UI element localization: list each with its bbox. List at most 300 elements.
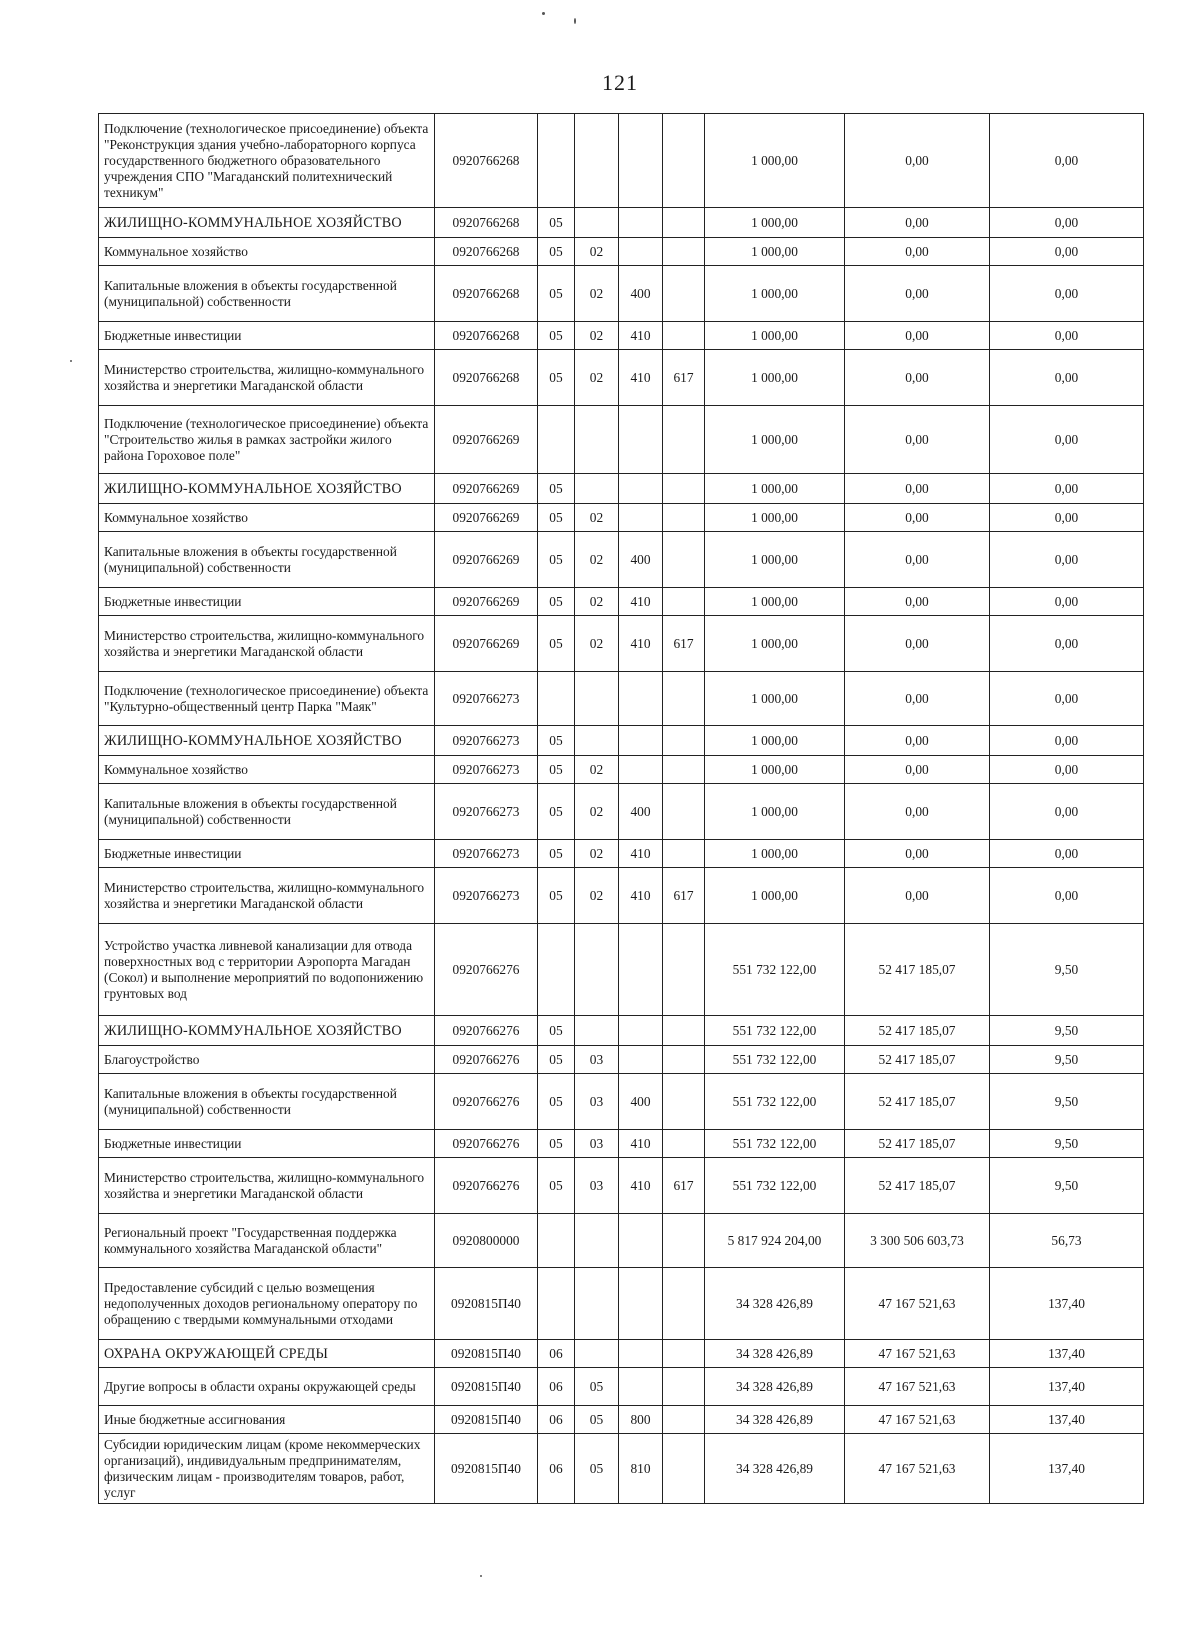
section-cell: 05: [538, 208, 575, 238]
executed-amount-cell: 47 167 521,63: [845, 1368, 990, 1406]
execution-percent-cell: 0,00: [990, 406, 1144, 474]
subsection-cell: 02: [575, 238, 619, 266]
executed-amount-cell: 47 167 521,63: [845, 1434, 990, 1504]
expense-type-cell: 410: [619, 350, 663, 406]
grbs-cell: [663, 756, 705, 784]
grbs-cell: [663, 672, 705, 726]
execution-percent-cell: 0,00: [990, 756, 1144, 784]
planned-amount-cell: 34 328 426,89: [705, 1340, 845, 1368]
expense-type-cell: 800: [619, 1406, 663, 1434]
planned-amount-cell: 1 000,00: [705, 350, 845, 406]
table-row: [99, 1158, 1144, 1214]
planned-amount-cell: 1 000,00: [705, 616, 845, 672]
row-name-cell: Другие вопросы в области охраны окружающей среды: [99, 1368, 435, 1406]
executed-amount-cell: 0,00: [845, 504, 990, 532]
planned-amount-cell: 551 732 122,00: [705, 1130, 845, 1158]
table-row: [99, 1074, 1144, 1130]
expense-type-cell: 410: [619, 840, 663, 868]
section-cell: 05: [538, 756, 575, 784]
executed-amount-cell: 3 300 506 603,73: [845, 1214, 990, 1268]
executed-amount-cell: 0,00: [845, 474, 990, 504]
execution-percent-cell: 0,00: [990, 532, 1144, 588]
section-cell: 05: [538, 322, 575, 350]
scan-speck: [480, 1575, 482, 1577]
target-code-cell: 0920766268: [435, 350, 538, 406]
table-row: [99, 868, 1144, 924]
grbs-cell: [663, 114, 705, 208]
planned-amount-cell: 34 328 426,89: [705, 1406, 845, 1434]
subsection-cell: 02: [575, 504, 619, 532]
expense-type-cell: 410: [619, 588, 663, 616]
executed-amount-cell: 0,00: [845, 616, 990, 672]
table-row: [99, 322, 1144, 350]
planned-amount-cell: 1 000,00: [705, 868, 845, 924]
subsection-cell: 02: [575, 350, 619, 406]
table-row: [99, 350, 1144, 406]
subsection-cell: 03: [575, 1130, 619, 1158]
section-cell: 05: [538, 1016, 575, 1046]
expense-type-cell: [619, 474, 663, 504]
subsection-cell: [575, 406, 619, 474]
target-code-cell: 0920766276: [435, 1046, 538, 1074]
row-name-cell: Капитальные вложения в объекты государственной (муниципальной) собственности: [99, 532, 435, 588]
executed-amount-cell: 0,00: [845, 238, 990, 266]
executed-amount-cell: 47 167 521,63: [845, 1268, 990, 1340]
expense-type-cell: 400: [619, 266, 663, 322]
expense-type-cell: [619, 208, 663, 238]
target-code-cell: 0920815П40: [435, 1340, 538, 1368]
execution-percent-cell: 0,00: [990, 474, 1144, 504]
expense-type-cell: [619, 1368, 663, 1406]
target-code-cell: 0920766269: [435, 588, 538, 616]
subsection-cell: 03: [575, 1158, 619, 1214]
table-row: [99, 616, 1144, 672]
table-row: [99, 1130, 1144, 1158]
target-code-cell: 0920766276: [435, 1130, 538, 1158]
grbs-cell: [663, 322, 705, 350]
expense-type-cell: 400: [619, 532, 663, 588]
table-row: [99, 114, 1144, 208]
planned-amount-cell: 1 000,00: [705, 114, 845, 208]
grbs-cell: [663, 266, 705, 322]
planned-amount-cell: 551 732 122,00: [705, 1016, 845, 1046]
execution-percent-cell: 0,00: [990, 208, 1144, 238]
row-name-cell: Предоставление субсидий с целью возмещения недополученных доходов региональному оператору по обращению с твердыми коммунальными отходами: [99, 1268, 435, 1340]
subsection-cell: 02: [575, 588, 619, 616]
table-row: [99, 840, 1144, 868]
row-name-cell: ЖИЛИЩНО-КОММУНАЛЬНОЕ ХОЗЯЙСТВО: [99, 1016, 435, 1046]
section-cell: 05: [538, 868, 575, 924]
table-row: [99, 1434, 1144, 1504]
grbs-cell: [663, 1046, 705, 1074]
planned-amount-cell: 1 000,00: [705, 238, 845, 266]
target-code-cell: 0920800000: [435, 1214, 538, 1268]
target-code-cell: 0920766269: [435, 616, 538, 672]
subsection-cell: 02: [575, 266, 619, 322]
row-name-cell: Коммунальное хозяйство: [99, 238, 435, 266]
executed-amount-cell: 47 167 521,63: [845, 1340, 990, 1368]
subsection-cell: [575, 924, 619, 1016]
section-cell: 06: [538, 1340, 575, 1368]
executed-amount-cell: 0,00: [845, 726, 990, 756]
subsection-cell: 02: [575, 616, 619, 672]
executed-amount-cell: 0,00: [845, 266, 990, 322]
expense-type-cell: [619, 1016, 663, 1046]
executed-amount-cell: 0,00: [845, 532, 990, 588]
grbs-cell: [663, 1214, 705, 1268]
section-cell: [538, 114, 575, 208]
section-cell: 05: [538, 726, 575, 756]
subsection-cell: 02: [575, 868, 619, 924]
execution-percent-cell: 137,40: [990, 1434, 1144, 1504]
budget-execution-table: [98, 113, 1144, 1504]
row-name-cell: Устройство участка ливневой канализации для отвода поверхностных вод с территории Аэропорта Магадан (Сокол) и выполнение мероприятий по водопонижению грунтовых вод: [99, 924, 435, 1016]
target-code-cell: 0920766276: [435, 1016, 538, 1046]
grbs-cell: 617: [663, 616, 705, 672]
section-cell: 05: [538, 1046, 575, 1074]
grbs-cell: [663, 1074, 705, 1130]
table-row: [99, 588, 1144, 616]
expense-type-cell: [619, 238, 663, 266]
expense-type-cell: [619, 726, 663, 756]
grbs-cell: 617: [663, 1158, 705, 1214]
subsection-cell: [575, 114, 619, 208]
execution-percent-cell: 9,50: [990, 1046, 1144, 1074]
grbs-cell: [663, 924, 705, 1016]
target-code-cell: 0920766273: [435, 756, 538, 784]
planned-amount-cell: 1 000,00: [705, 588, 845, 616]
grbs-cell: [663, 726, 705, 756]
table-row: [99, 924, 1144, 1016]
expense-type-cell: [619, 1340, 663, 1368]
grbs-cell: [663, 1406, 705, 1434]
subsection-cell: [575, 1214, 619, 1268]
target-code-cell: 0920766268: [435, 238, 538, 266]
executed-amount-cell: 47 167 521,63: [845, 1406, 990, 1434]
table-row: [99, 672, 1144, 726]
execution-percent-cell: 0,00: [990, 504, 1144, 532]
row-name-cell: Коммунальное хозяйство: [99, 756, 435, 784]
section-cell: 05: [538, 532, 575, 588]
target-code-cell: 0920766268: [435, 114, 538, 208]
row-name-cell: Подключение (технологическое присоединение) объекта "Строительство жилья в рамках застройки жилого района Гороховое поле": [99, 406, 435, 474]
section-cell: [538, 1214, 575, 1268]
subsection-cell: [575, 1268, 619, 1340]
execution-percent-cell: 0,00: [990, 114, 1144, 208]
row-name-cell: Капитальные вложения в объекты государственной (муниципальной) собственности: [99, 784, 435, 840]
planned-amount-cell: 1 000,00: [705, 406, 845, 474]
section-cell: 05: [538, 1074, 575, 1130]
target-code-cell: 0920766269: [435, 406, 538, 474]
execution-percent-cell: 0,00: [990, 616, 1144, 672]
section-cell: 05: [538, 784, 575, 840]
section-cell: 05: [538, 266, 575, 322]
planned-amount-cell: 1 000,00: [705, 726, 845, 756]
expense-type-cell: [619, 504, 663, 532]
target-code-cell: 0920815П40: [435, 1406, 538, 1434]
execution-percent-cell: 0,00: [990, 238, 1144, 266]
grbs-cell: [663, 588, 705, 616]
grbs-cell: [663, 784, 705, 840]
table-row: [99, 406, 1144, 474]
subsection-cell: 02: [575, 756, 619, 784]
executed-amount-cell: 0,00: [845, 114, 990, 208]
planned-amount-cell: 34 328 426,89: [705, 1268, 845, 1340]
table-row: [99, 266, 1144, 322]
section-cell: [538, 672, 575, 726]
row-name-cell: Министерство строительства, жилищно-коммунального хозяйства и энергетики Магаданской области: [99, 1158, 435, 1214]
grbs-cell: [663, 238, 705, 266]
planned-amount-cell: 1 000,00: [705, 840, 845, 868]
section-cell: 05: [538, 474, 575, 504]
section-cell: 05: [538, 238, 575, 266]
subsection-cell: [575, 1016, 619, 1046]
planned-amount-cell: 5 817 924 204,00: [705, 1214, 845, 1268]
section-cell: 05: [538, 1130, 575, 1158]
row-name-cell: Бюджетные инвестиции: [99, 588, 435, 616]
target-code-cell: 0920766273: [435, 840, 538, 868]
planned-amount-cell: 551 732 122,00: [705, 924, 845, 1016]
grbs-cell: [663, 1340, 705, 1368]
table-row: [99, 208, 1144, 238]
planned-amount-cell: 1 000,00: [705, 672, 845, 726]
row-name-cell: Благоустройство: [99, 1046, 435, 1074]
executed-amount-cell: 0,00: [845, 868, 990, 924]
table-body: [99, 114, 1144, 1504]
executed-amount-cell: 52 417 185,07: [845, 924, 990, 1016]
execution-percent-cell: 0,00: [990, 726, 1144, 756]
subsection-cell: 03: [575, 1074, 619, 1130]
executed-amount-cell: 0,00: [845, 756, 990, 784]
target-code-cell: 0920766273: [435, 784, 538, 840]
table-row: [99, 238, 1144, 266]
target-code-cell: 0920766273: [435, 672, 538, 726]
scan-speck: [574, 18, 576, 24]
target-code-cell: 0920766269: [435, 504, 538, 532]
expense-type-cell: 810: [619, 1434, 663, 1504]
executed-amount-cell: 0,00: [845, 322, 990, 350]
executed-amount-cell: 0,00: [845, 406, 990, 474]
section-cell: [538, 406, 575, 474]
grbs-cell: 617: [663, 868, 705, 924]
target-code-cell: 0920766268: [435, 208, 538, 238]
target-code-cell: 0920766276: [435, 924, 538, 1016]
section-cell: 05: [538, 840, 575, 868]
planned-amount-cell: 1 000,00: [705, 532, 845, 588]
execution-percent-cell: 137,40: [990, 1406, 1144, 1434]
expense-type-cell: [619, 114, 663, 208]
target-code-cell: 0920815П40: [435, 1268, 538, 1340]
execution-percent-cell: 9,50: [990, 1130, 1144, 1158]
subsection-cell: 02: [575, 532, 619, 588]
grbs-cell: [663, 1016, 705, 1046]
subsection-cell: 05: [575, 1368, 619, 1406]
target-code-cell: 0920766273: [435, 868, 538, 924]
row-name-cell: Капитальные вложения в объекты государственной (муниципальной) собственности: [99, 266, 435, 322]
executed-amount-cell: 52 417 185,07: [845, 1130, 990, 1158]
expense-type-cell: [619, 406, 663, 474]
planned-amount-cell: 1 000,00: [705, 504, 845, 532]
table-row: [99, 1046, 1144, 1074]
executed-amount-cell: 0,00: [845, 350, 990, 406]
subsection-cell: 02: [575, 840, 619, 868]
target-code-cell: 0920766268: [435, 322, 538, 350]
execution-percent-cell: 0,00: [990, 868, 1144, 924]
execution-percent-cell: 137,40: [990, 1368, 1144, 1406]
row-name-cell: Коммунальное хозяйство: [99, 504, 435, 532]
executed-amount-cell: 0,00: [845, 208, 990, 238]
expense-type-cell: 400: [619, 784, 663, 840]
target-code-cell: 0920766276: [435, 1158, 538, 1214]
section-cell: [538, 1268, 575, 1340]
executed-amount-cell: 0,00: [845, 840, 990, 868]
section-cell: 05: [538, 1158, 575, 1214]
target-code-cell: 0920766268: [435, 266, 538, 322]
execution-percent-cell: 0,00: [990, 840, 1144, 868]
row-name-cell: Капитальные вложения в объекты государственной (муниципальной) собственности: [99, 1074, 435, 1130]
row-name-cell: ЖИЛИЩНО-КОММУНАЛЬНОЕ ХОЗЯЙСТВО: [99, 208, 435, 238]
planned-amount-cell: 1 000,00: [705, 474, 845, 504]
row-name-cell: Министерство строительства, жилищно-коммунального хозяйства и энергетики Магаданской области: [99, 616, 435, 672]
subsection-cell: [575, 474, 619, 504]
grbs-cell: [663, 532, 705, 588]
section-cell: 05: [538, 350, 575, 406]
expense-type-cell: [619, 924, 663, 1016]
row-name-cell: Министерство строительства, жилищно-коммунального хозяйства и энергетики Магаданской области: [99, 868, 435, 924]
executed-amount-cell: 52 417 185,07: [845, 1046, 990, 1074]
planned-amount-cell: 1 000,00: [705, 756, 845, 784]
table-row: [99, 1406, 1144, 1434]
executed-amount-cell: 52 417 185,07: [845, 1074, 990, 1130]
row-name-cell: Бюджетные инвестиции: [99, 840, 435, 868]
row-name-cell: Иные бюджетные ассигнования: [99, 1406, 435, 1434]
execution-percent-cell: 9,50: [990, 1158, 1144, 1214]
planned-amount-cell: 1 000,00: [705, 322, 845, 350]
row-name-cell: ОХРАНА ОКРУЖАЮЩЕЙ СРЕДЫ: [99, 1340, 435, 1368]
subsection-cell: 05: [575, 1406, 619, 1434]
execution-percent-cell: 56,73: [990, 1214, 1144, 1268]
execution-percent-cell: 9,50: [990, 1074, 1144, 1130]
execution-percent-cell: 9,50: [990, 924, 1144, 1016]
expense-type-cell: [619, 1214, 663, 1268]
grbs-cell: 617: [663, 350, 705, 406]
row-name-cell: Бюджетные инвестиции: [99, 322, 435, 350]
row-name-cell: Подключение (технологическое присоединение) объекта "Реконструкция здания учебно-лабораторного корпуса государственного бюджетного образовательного учреждения СПО "Магаданский политехнический техникум": [99, 114, 435, 208]
section-cell: 05: [538, 588, 575, 616]
executed-amount-cell: 0,00: [845, 784, 990, 840]
executed-amount-cell: 52 417 185,07: [845, 1016, 990, 1046]
subsection-cell: [575, 726, 619, 756]
expense-type-cell: 410: [619, 1158, 663, 1214]
expense-type-cell: 410: [619, 616, 663, 672]
subsection-cell: [575, 672, 619, 726]
target-code-cell: 0920815П40: [435, 1368, 538, 1406]
execution-percent-cell: 0,00: [990, 322, 1144, 350]
expense-type-cell: [619, 756, 663, 784]
expense-type-cell: 400: [619, 1074, 663, 1130]
grbs-cell: [663, 504, 705, 532]
section-cell: 05: [538, 616, 575, 672]
table-row: [99, 1340, 1144, 1368]
executed-amount-cell: 0,00: [845, 672, 990, 726]
planned-amount-cell: 1 000,00: [705, 266, 845, 322]
row-name-cell: ЖИЛИЩНО-КОММУНАЛЬНОЕ ХОЗЯЙСТВО: [99, 726, 435, 756]
grbs-cell: [663, 1368, 705, 1406]
section-cell: 06: [538, 1368, 575, 1406]
subsection-cell: 02: [575, 784, 619, 840]
subsection-cell: 03: [575, 1046, 619, 1074]
planned-amount-cell: 551 732 122,00: [705, 1158, 845, 1214]
table-row: [99, 504, 1144, 532]
grbs-cell: [663, 1130, 705, 1158]
subsection-cell: 05: [575, 1434, 619, 1504]
row-name-cell: Региональный проект "Государственная поддержка коммунального хозяйства Магаданской области": [99, 1214, 435, 1268]
page-number: 121: [602, 70, 638, 95]
row-name-cell: Подключение (технологическое присоединение) объекта "Культурно-общественный центр Парка "Маяк": [99, 672, 435, 726]
planned-amount-cell: 34 328 426,89: [705, 1368, 845, 1406]
row-name-cell: Бюджетные инвестиции: [99, 1130, 435, 1158]
expense-type-cell: 410: [619, 322, 663, 350]
subsection-cell: [575, 1340, 619, 1368]
section-cell: [538, 924, 575, 1016]
table-row: [99, 474, 1144, 504]
execution-percent-cell: 0,00: [990, 784, 1144, 840]
expense-type-cell: [619, 1268, 663, 1340]
section-cell: 06: [538, 1434, 575, 1504]
execution-percent-cell: 0,00: [990, 266, 1144, 322]
target-code-cell: 0920766273: [435, 726, 538, 756]
grbs-cell: [663, 406, 705, 474]
planned-amount-cell: 1 000,00: [705, 208, 845, 238]
table-row: [99, 532, 1144, 588]
target-code-cell: 0920766269: [435, 532, 538, 588]
target-code-cell: 0920815П40: [435, 1434, 538, 1504]
target-code-cell: 0920766276: [435, 1074, 538, 1130]
expense-type-cell: [619, 1046, 663, 1074]
grbs-cell: [663, 1268, 705, 1340]
expense-type-cell: 410: [619, 868, 663, 924]
planned-amount-cell: 1 000,00: [705, 784, 845, 840]
target-code-cell: 0920766269: [435, 474, 538, 504]
table-row: [99, 1214, 1144, 1268]
execution-percent-cell: 9,50: [990, 1016, 1144, 1046]
table-row: [99, 726, 1144, 756]
grbs-cell: [663, 1434, 705, 1504]
table-row: [99, 1268, 1144, 1340]
table-row: [99, 756, 1144, 784]
executed-amount-cell: 0,00: [845, 588, 990, 616]
planned-amount-cell: 34 328 426,89: [705, 1434, 845, 1504]
executed-amount-cell: 52 417 185,07: [845, 1158, 990, 1214]
grbs-cell: [663, 208, 705, 238]
subsection-cell: 02: [575, 322, 619, 350]
section-cell: 06: [538, 1406, 575, 1434]
grbs-cell: [663, 840, 705, 868]
table-row: [99, 784, 1144, 840]
execution-percent-cell: 0,00: [990, 672, 1144, 726]
execution-percent-cell: 0,00: [990, 588, 1144, 616]
planned-amount-cell: 551 732 122,00: [705, 1046, 845, 1074]
row-name-cell: Субсидии юридическим лицам (кроме некоммерческих организаций), индивидуальным предпринимателям, физическим лицам - производителям товаров, работ, услуг: [99, 1434, 435, 1504]
expense-type-cell: [619, 672, 663, 726]
subsection-cell: [575, 208, 619, 238]
table-row: [99, 1368, 1144, 1406]
execution-percent-cell: 137,40: [990, 1340, 1144, 1368]
execution-percent-cell: 0,00: [990, 350, 1144, 406]
row-name-cell: ЖИЛИЩНО-КОММУНАЛЬНОЕ ХОЗЯЙСТВО: [99, 474, 435, 504]
row-name-cell: Министерство строительства, жилищно-коммунального хозяйства и энергетики Магаданской области: [99, 350, 435, 406]
expense-type-cell: 410: [619, 1130, 663, 1158]
